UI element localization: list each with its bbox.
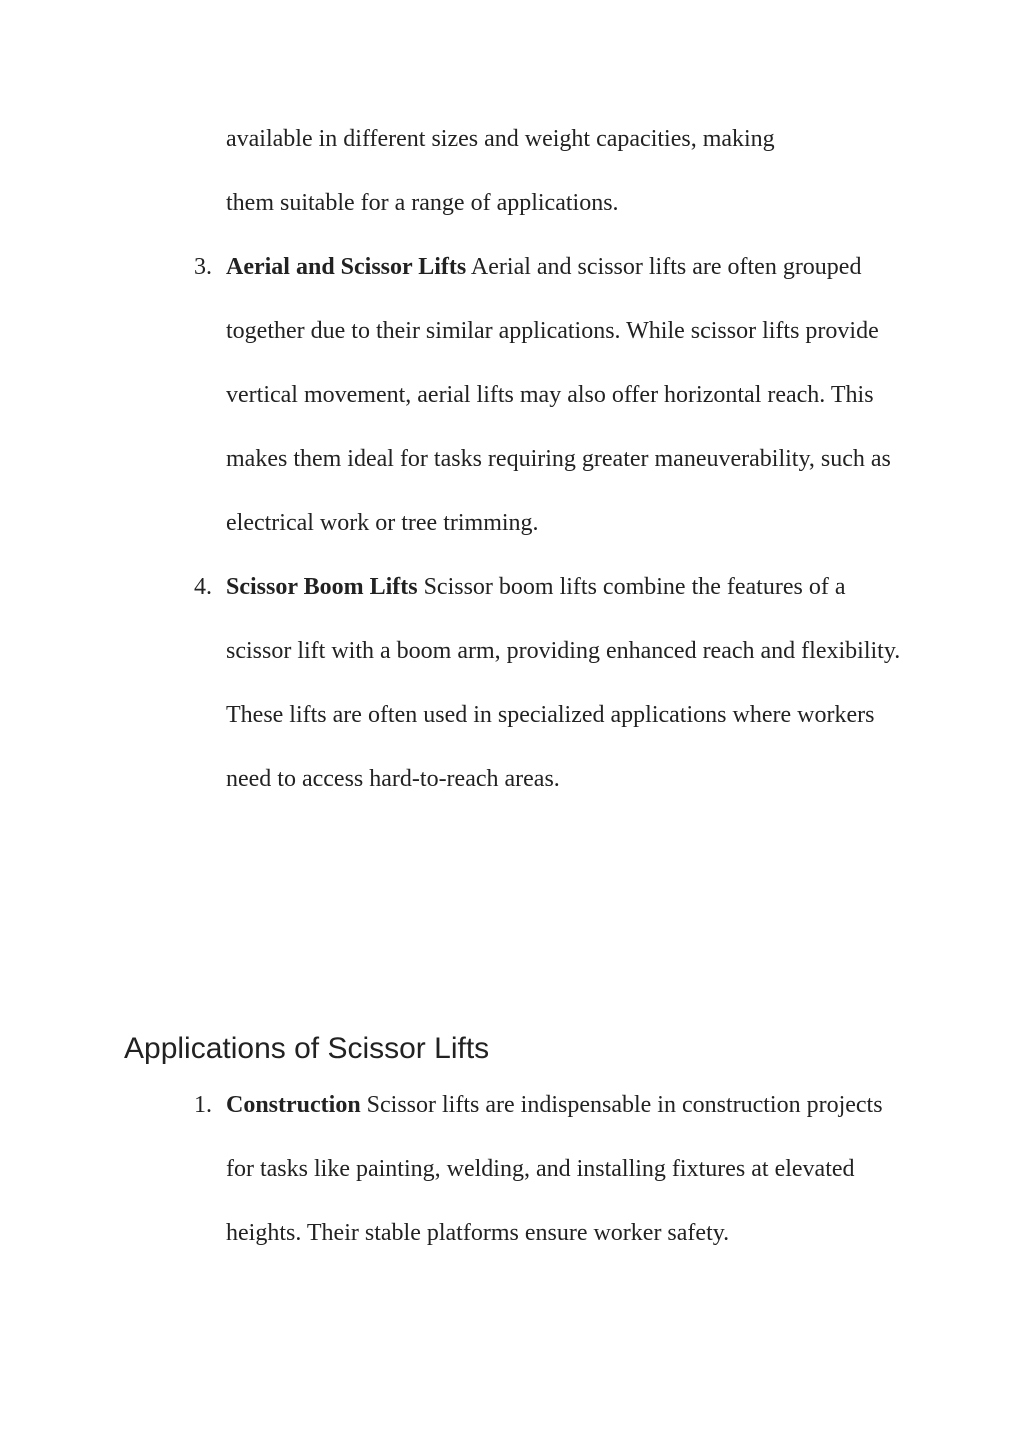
list-item-text: Scissor lifts are indispensable in construction projects for tasks like painting, welding, and installing fixtures at elevated heights. Their stable platforms ensure worker safety.: [226, 1092, 883, 1246]
list-item-title: Scissor Boom Lifts: [226, 574, 418, 600]
list-item-title: Construction: [226, 1092, 361, 1118]
list-number: 4.: [194, 574, 212, 600]
list-item: [0, 235, 906, 555]
list-number: 3.: [194, 254, 212, 280]
list-number: 1.: [194, 1092, 212, 1118]
list-item-text: Aerial and scissor lifts are often grouped together due to their similar applications. While scissor lifts provide vertical movement, aerial lifts may also offer horizontal reach. This makes them ideal for tasks requiring greater maneuverability, such as electrical work or tree trimming.: [226, 254, 891, 536]
continuation-line: available in different sizes and weight capacities, making: [226, 126, 775, 152]
list-item: [0, 555, 906, 811]
continuation-line: them suitable for a range of applications.: [226, 190, 619, 216]
section-heading: Applications of Scissor Lifts: [124, 1032, 490, 1065]
list-item-text: Scissor boom lifts combine the features of a scissor lift with a boom arm, providing enhanced reach and flexibility. These lifts are often used in specialized applications where workers need to access hard-to-reach areas.: [226, 574, 901, 792]
list-item: [0, 1073, 906, 1265]
applications-list: [0, 1073, 1024, 1265]
list-item-title: Aerial and Scissor Lifts: [226, 254, 467, 280]
lift-types-list: [0, 235, 1024, 811]
continuation-paragraph: [226, 107, 926, 235]
